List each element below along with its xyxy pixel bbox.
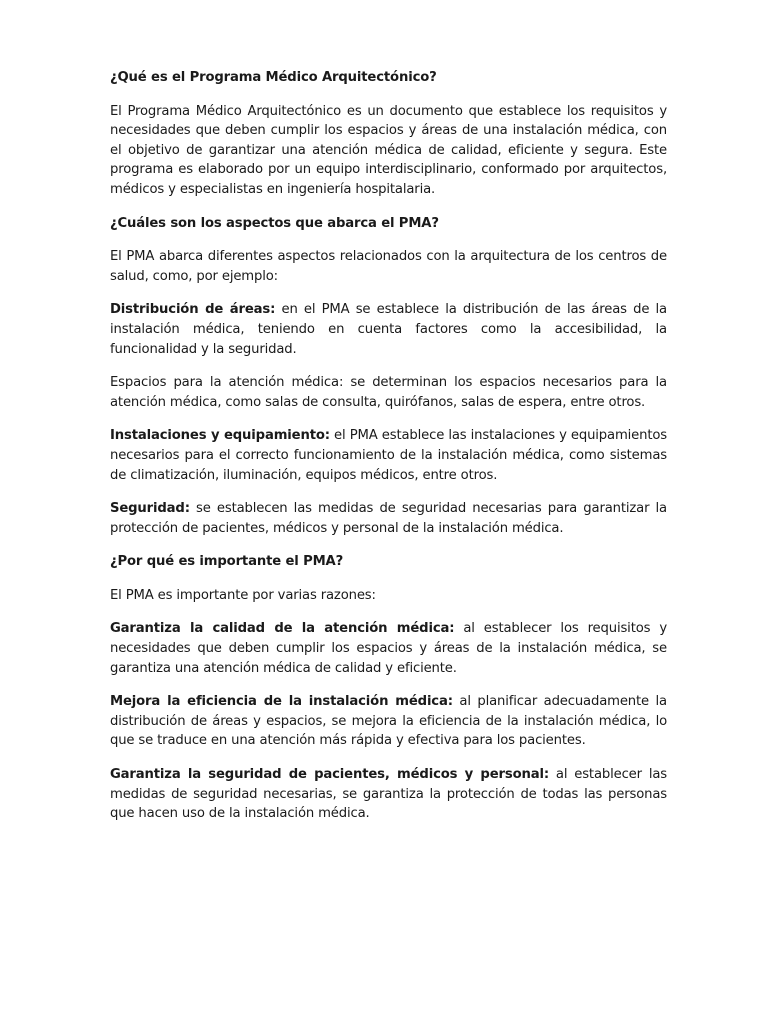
aspect-text: el PMA establece las instalaciones y equipamientos necesarios para el correcto funcionamiento de la instalación médica, como sistemas de climatización, iluminación, equipos médicos, entre otros. (110, 428, 667, 483)
importance-term: Garantiza la calidad de la atención médica: (110, 621, 455, 637)
importance-text: al planificar adecuadamente la distribución de áreas y espacios, se mejora la eficiencia de la instalación médica, lo que se traduce en una atención más rápida y efectiva para los pacientes. (110, 694, 667, 749)
section-heading-what-is-pma: ¿Qué es el Programa Médico Arquitectónico? (110, 70, 437, 85)
aspect-term: Seguridad: (110, 501, 190, 517)
importance-text: al establecer los requisitos y necesidades que deben cumplir los espacios y áreas de la instalación médica, se garantiza una atención médica de calidad y eficiente. (110, 621, 667, 676)
importance-item-quality (110, 619, 667, 678)
section-heading-aspects: ¿Cuáles son los aspectos que abarca el PMA? (110, 215, 439, 231)
importance-term: Garantiza la seguridad de pacientes, médicos y personal: (110, 767, 549, 783)
paragraph-pma-definition: El Programa Médico Arquitectónico es un documento que establece los requisitos y necesidades que deben cumplir los espacios y áreas de una instalación médica, con el objetivo de garantizar una atención médica de calidad, eficiente y segura. Este programa es elaborado por un equipo interdisciplinario, conformado por arquitectos, médicos y especialistas en ingeniería hospitalaria. (110, 103, 667, 197)
aspect-item-distribution (110, 300, 667, 359)
paragraph-importance-intro: El PMA es importante por varias razones: (110, 587, 376, 603)
aspect-item-installations (110, 426, 667, 485)
section-heading-importance: ¿Por qué es importante el PMA? (110, 554, 344, 570)
aspect-text: se establecen las medidas de seguridad necesarias para garantizar la protección de pacientes, médicos y personal de la instalación médica. (110, 501, 667, 536)
document-page (110, 68, 667, 838)
aspect-term: Distribución de áreas: (110, 302, 276, 318)
importance-item-efficiency (110, 692, 667, 751)
aspect-text: en el PMA se establece la distribución de las áreas de la instalación médica, teniendo en cuenta factores como la accesibilidad, la funcionalidad y la seguridad. (110, 302, 667, 357)
aspect-term: Instalaciones y equipamiento: (110, 428, 330, 444)
aspect-item-spaces (110, 373, 667, 412)
aspect-item-security (110, 499, 667, 538)
importance-term: Mejora la eficiencia de la instalación médica: (110, 694, 453, 710)
importance-text: al establecer las medidas de seguridad necesarias, se garantiza la protección de todas las personas que hacen uso de la instalación médica. (110, 767, 667, 822)
paragraph-aspects-intro: El PMA abarca diferentes aspectos relacionados con la arquitectura de los centros de salud, como, por ejemplo: (110, 249, 667, 284)
aspect-text: Espacios para la atención médica: se determinan los espacios necesarios para la atención médica, como salas de consulta, quirófanos, salas de espera, entre otros. (110, 375, 667, 410)
importance-item-safety (110, 765, 667, 824)
